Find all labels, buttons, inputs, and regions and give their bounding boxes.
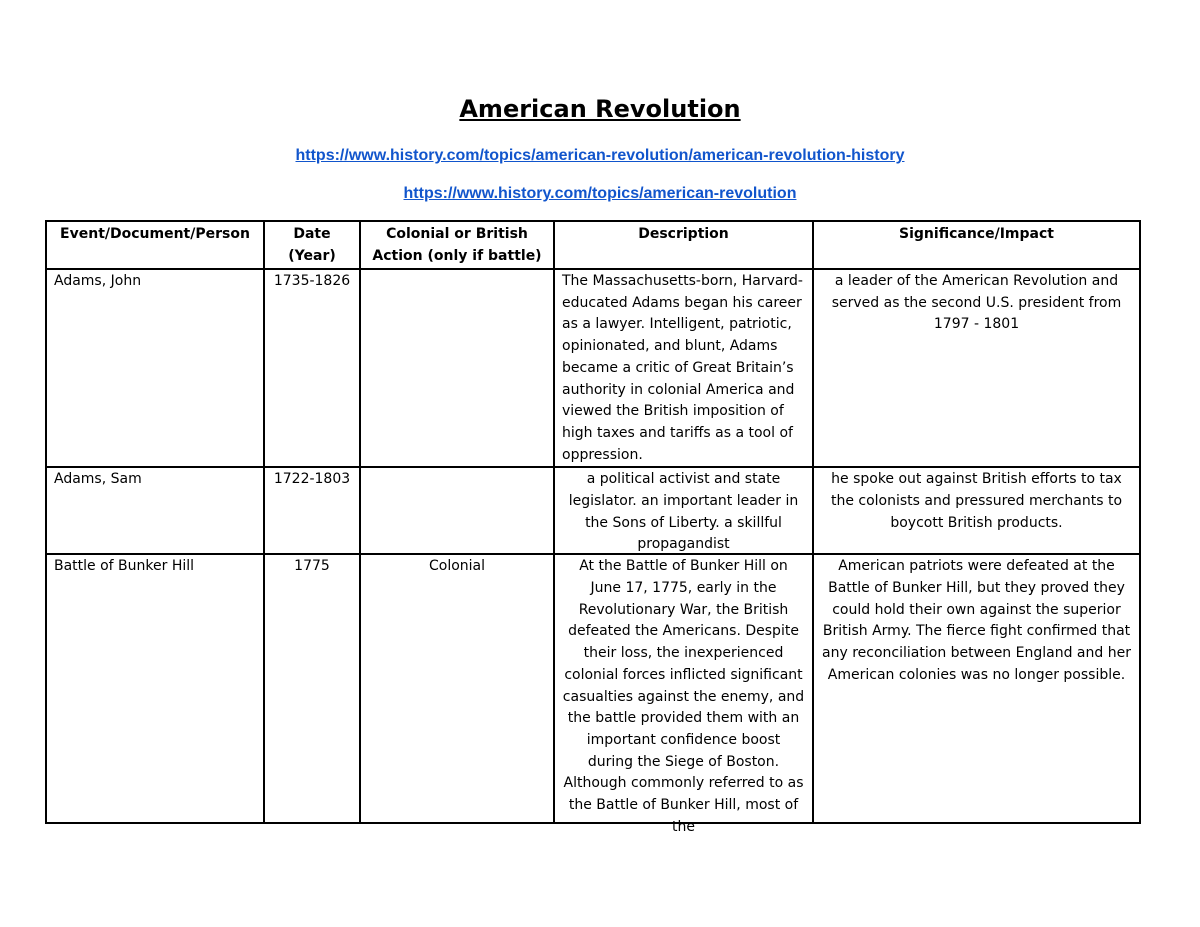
cell-action [360, 467, 554, 554]
table-row [46, 467, 1140, 554]
history-link-2[interactable]: https://www.history.com/topics/american-revolution [403, 185, 797, 202]
cell-description [554, 467, 813, 554]
header-description: Description [554, 221, 813, 269]
cell-description: The Massachusetts-born, Harvard-educated Adams began his career as a lawyer. Intelligent, patriotic, opinionated, and blunt, Adams became a critic of Great Britain’s authority in colonial America and viewed the British imposition of high taxes and tariffs as a tool of oppression. [554, 269, 813, 467]
header-date: Date (Year) [264, 221, 360, 269]
cell-significance: a leader of the American Revolution and served as the second U.S. president from 1797 - 1801 [813, 269, 1140, 467]
cell-event: Adams, John [46, 269, 264, 467]
cell-date: 1722-1803 [264, 467, 360, 554]
cell-event: Adams, Sam [46, 467, 264, 554]
header-event: Event/Document/Person [46, 221, 264, 269]
cell-action [360, 269, 554, 467]
table-row [46, 554, 1140, 823]
cell-date: 1735-1826 [264, 269, 360, 467]
history-link-1[interactable]: https://www.history.com/topics/american-revolution/american-revolution-history [295, 147, 905, 164]
header-action: Colonial or British Action (only if battle) [360, 221, 554, 269]
table-row [46, 269, 1140, 467]
cell-date: 1775 [264, 554, 360, 823]
table-header-row [46, 221, 1140, 269]
cell-description-text: a political activist and state legislator. an important leader in the Sons of Liberty. a skillful propagandist [568, 471, 799, 553]
cell-description-text: At the Battle of Bunker Hill on June 17, 1775, early in the Revolutionary War, the British defeated the Americans. Despite their loss, the inexperienced colonial forces inflicted significant casualties against the enemy, and the battle provided them with an important confidence boost during the Siege of Boston. Although commonly referred to as the Battle of Bunker Hill, most of the [562, 558, 805, 835]
cell-description [554, 554, 813, 835]
header-significance: Significance/Impact [813, 221, 1140, 269]
document-title: American Revolution [459, 95, 741, 123]
cell-action: Colonial [360, 554, 554, 823]
revolution-table [45, 220, 1141, 835]
cell-significance: he spoke out against British efforts to tax the colonists and pressured merchants to boycott British products. [813, 467, 1140, 554]
cell-event: Battle of Bunker Hill [46, 554, 264, 823]
cell-significance: American patriots were defeated at the Battle of Bunker Hill, but they proved they could hold their own against the superior British Army. The fierce fight confirmed that any reconciliation between England and her American colonies was no longer possible. [813, 554, 1140, 823]
